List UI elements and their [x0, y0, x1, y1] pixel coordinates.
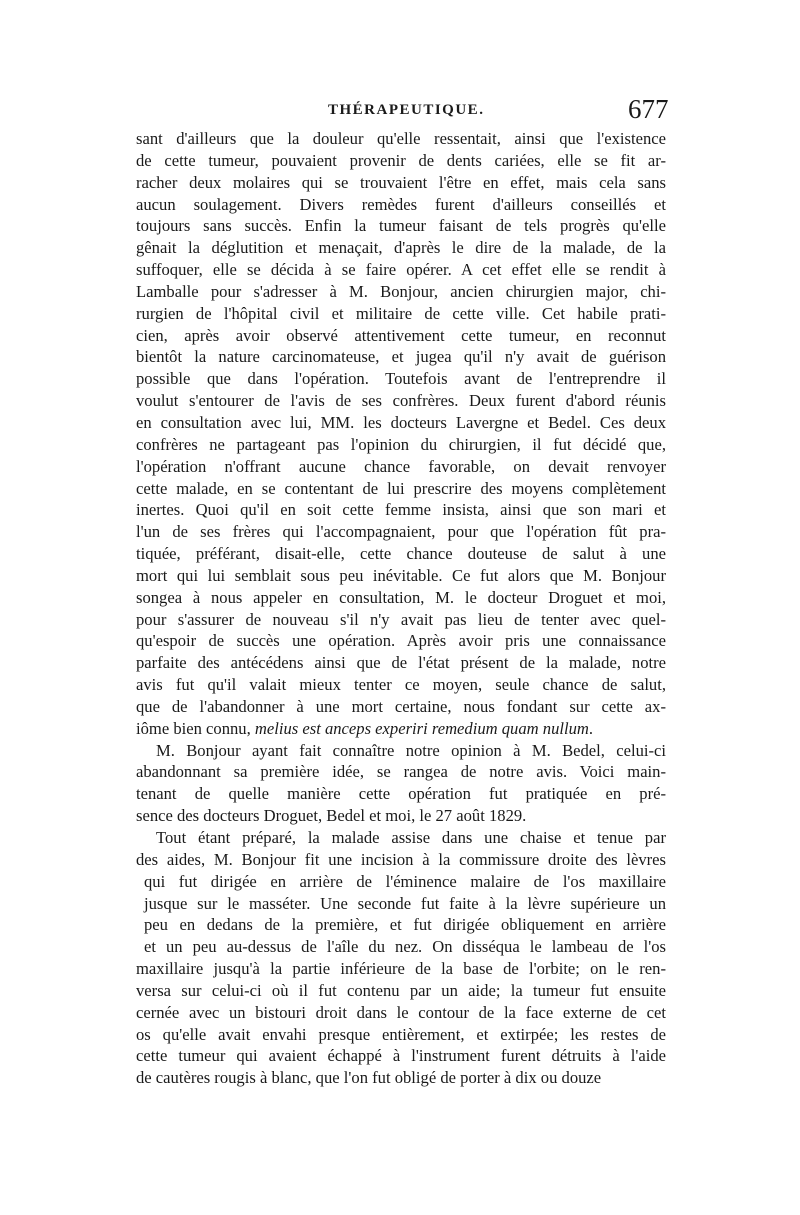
text-line: Tout étant préparé, la malade assise dans une chaise et tenue par [156, 828, 666, 847]
text-line: suffoquer, elle se décida à se faire opérer. A cet effet elle se rendit à [136, 260, 666, 280]
text-line: pour s'assurer de nouveau s'il n'y avait pas lieu de tenter avec quel- [136, 609, 666, 629]
text-line: que de l'abandonner à une mort certaine, nous fondant sur cette ax- [136, 696, 666, 716]
text-line: toujours sans succès. Enfin la tumeur faisant de tels progrès qu'elle [136, 216, 666, 236]
text-line: mort qui lui semblait sous peu inévitable. Ce fut alors que M. Bonjour [136, 565, 666, 585]
text-line: sant d'ailleurs que la douleur qu'elle ressentait, ainsi que l'existence [136, 129, 666, 148]
text-line: aucun soulagement. Divers remèdes furent d'ailleurs conseillés et [136, 194, 666, 214]
text-line: parfaite des antécédens ainsi que de l'état présent de la malade, notre [136, 653, 666, 673]
text-line: jusque sur le masséter. Une seconde fut faite à la lèvre supérieure un [144, 893, 666, 913]
text-line: maxillaire jusqu'à la partie inférieure de la base de l'orbite; on le ren- [136, 959, 666, 979]
text-line: de cette tumeur, pouvaient provenir de dents cariées, elle se fit ar- [136, 150, 666, 170]
text-line: avis fut qu'il valait mieux tenter ce moyen, seule chance de salut, [136, 675, 666, 695]
text-line: Lamballe pour s'adresser à M. Bonjour, ancien chirurgien major, chi- [136, 281, 666, 301]
text-line: sence des docteurs Droguet, Bedel et moi, le 27 août 1829. [136, 806, 527, 826]
text-line: qui fut dirigée en arrière de l'éminence malaire de l'os maxillaire [144, 871, 666, 891]
text-line: tenant de quelle manière cette opération fut pratiquée en pré- [136, 784, 666, 804]
text-line: M. Bonjour ayant fait connaître notre opinion à M. Bedel, celui-ci [156, 740, 666, 760]
text-line: gênait la déglutition et menaçait, d'après le dire de la malade, de la [136, 238, 666, 258]
text-line: os qu'elle avait envahi presque entièrement, et extirpée; les restes de [136, 1024, 666, 1044]
text-line: voulut s'entourer de l'avis de ses confrères. Deux furent d'abord réunis [136, 391, 666, 411]
text-line: de cautères rougis à blanc, que l'on fut obligé de porter à dix ou douze [136, 1068, 602, 1088]
text-line: racher deux molaires qui se trouvaient l'être en effet, mais cela sans [136, 172, 666, 192]
text-line: peu en dedans de la première, et fut dirigée obliquement en arrière [144, 915, 666, 935]
latin-quote: melius est anceps experiri remedium quam nullum [254, 718, 589, 738]
text-line: et un peu au-dessus de l'aîle du nez. On disséqua le lambeau de l'os [144, 937, 666, 957]
text-line: des aides, M. Bonjour fit une incision à la commissure droite des lèvres [136, 849, 666, 869]
text-line: confrères ne partageant pas l'opinion du chirurgien, il fut décidé que, [136, 434, 666, 454]
running-title: THÉRAPEUTIQUE. [328, 102, 485, 118]
text-line: l'opération n'offrant aucune chance favorable, on devait renvoyer [136, 456, 666, 476]
text-line: abandonnant sa première idée, se rangea de notre avis. Voici main- [136, 762, 666, 782]
page-number: 677 [628, 94, 669, 124]
text-line: inertes. Quoi qu'il en soit cette femme insista, ainsi que son mari et [136, 500, 666, 520]
body-text [136, 128, 666, 1089]
text-line: rurgien de l'hôpital civil et militaire de cette ville. Cet habile prati- [136, 303, 666, 323]
text-line: versa sur celui-ci où il fut contenu par un aide; la tumeur fut ensuite [136, 980, 666, 1000]
text-line: cien, après avoir observé attentivement cette tumeur, en reconnut [136, 325, 666, 345]
text-line: l'un de ses frères qui l'accompagnaient, pour que l'opération fût pra- [136, 522, 666, 542]
text-line: possible que dans l'opération. Toutefois avant de l'entreprendre il [136, 369, 666, 389]
text-line: tiquée, préférant, disait-elle, cette chance douteuse de salut à une [136, 544, 666, 564]
text-line: iôme bien connu, melius est anceps experiri remedium quam nullum. [136, 718, 594, 738]
text-line: cernée avec un bistouri droit dans le contour de la face externe de cet [136, 1002, 666, 1022]
text-line: en consultation avec lui, MM. les docteurs Lavergne et Bedel. Ces deux [136, 412, 666, 432]
text-line: songea à nous appeler en consultation, M. le docteur Droguet et moi, [136, 587, 666, 607]
text-line: cette tumeur qui avaient échappé à l'instrument furent détruits à l'aide [136, 1046, 666, 1066]
text-line: bientôt la nature carcinomateuse, et jugea qu'il n'y avait de guérison [136, 347, 666, 367]
text-line: cette malade, en se contentant de lui prescrire des moyens complètement [136, 478, 666, 498]
running-head [0, 94, 800, 124]
text-line: qu'espoir de succès une opération. Après avoir pris une connaissance [136, 631, 666, 651]
